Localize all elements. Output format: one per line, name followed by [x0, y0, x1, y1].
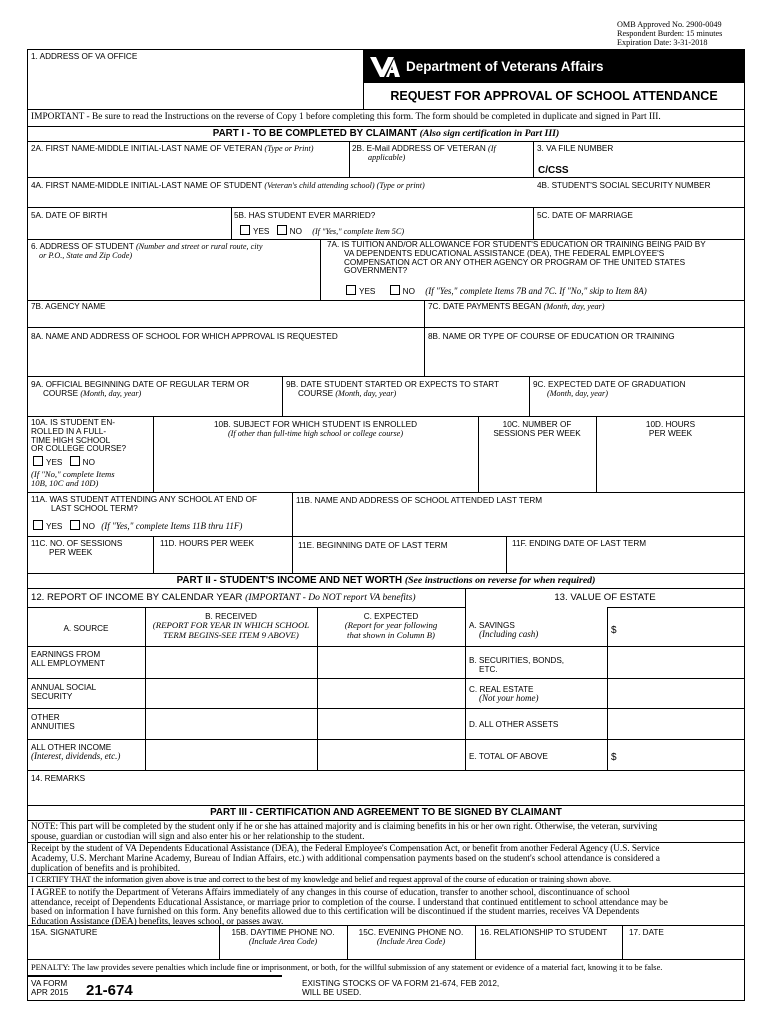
- married-yes-checkbox[interactable]: [240, 225, 250, 235]
- income-row-annuities: OTHER ANNUITIES: [31, 713, 75, 732]
- date-label: 17. DATE: [629, 928, 664, 937]
- student-name-label: 4A. FIRST NAME-MIDDLE INITIAL-LAST NAME OF STUDENT (Veteran's child attending school) (Type or print): [31, 181, 425, 190]
- ever-married-label: 5B. HAS STUDENT EVER MARRIED?: [234, 211, 376, 220]
- tuition-options: YES NO (If "Yes," complete Items 7B and 7C. If "No," skip to Item 8A): [346, 285, 647, 296]
- last-term-no-checkbox[interactable]: [70, 520, 80, 530]
- last-term-end-label: 11F. ENDING DATE OF LAST TERM: [512, 539, 647, 548]
- estate-other-label: D. ALL OTHER ASSETS: [469, 720, 559, 729]
- last-school-label: 11B. NAME AND ADDRESS OF SCHOOL ATTENDED LAST TERM: [296, 496, 543, 505]
- relationship-label: 16. RELATIONSHIP TO STUDENT: [480, 928, 608, 937]
- fulltime-question: 10A. IS STUDENT EN- ROLLED IN A FULL- TIME HIGH SCHOOL OR COLLEGE COURSE?: [31, 418, 127, 454]
- veteran-email-label: 2B. E-Mail ADDRESS OF VETERAN (If applicable): [352, 144, 496, 163]
- date-of-marriage-label: 5C. DATE OF MARRIAGE: [537, 211, 633, 220]
- student-address-label: 6. ADDRESS OF STUDENT (Number and street or rural route, city or P.O., State and Zip Code): [31, 242, 263, 261]
- fulltime-note: (If "No," complete Items 10B, 10C and 10D): [31, 469, 115, 489]
- term-begin-label: 9A. OFFICIAL BEGINNING DATE OF REGULAR TERM OR COURSE (Month, day, year): [31, 380, 250, 399]
- footer-form-number: 21-674: [86, 982, 133, 999]
- subject-label: 10B. SUBJECT FOR WHICH STUDENT IS ENROLLED (If other than full-time high school or college course): [213, 420, 418, 439]
- fulltime-yes-checkbox[interactable]: [33, 456, 43, 466]
- sessions-per-week-label: 10C. NUMBER OF SESSIONS PER WEEK: [493, 420, 581, 439]
- last-sessions-label: 11C. NO. OF SESSIONS PER WEEK: [31, 539, 123, 558]
- income-row-other: ALL OTHER INCOME (Interest, dividends, etc.): [31, 743, 121, 762]
- student-start-label: 9B. DATE STUDENT STARTED OR EXPECTS TO START COURSE (Month, day, year): [286, 380, 500, 399]
- important-notice: IMPORTANT - Be sure to read the Instructions on the reverse of Copy 1 before completing this form. The form should be completed in duplicate and signed in Part III.: [31, 112, 661, 122]
- part3-agree: I AGREE to notify the Department of Veterans Affairs immediately of any changes in this course of education, transfer to another school, discontinuance of school attendance, receipt of Dependents Educational Assistance, or marriage prior to completion of the course. I understand that continued entitlement to school attendance may be based on information I have furnished on this form. Any benefits allowed due to this certification will be discontinued if the student marries, receives VA Dependents Education Assistance (DEA) benefits, leaves school, or passes away.: [31, 887, 668, 926]
- omb-approved: OMB Approved No. 2900-0049: [617, 20, 722, 29]
- income-row-employment: EARNINGS FROM ALL EMPLOYMENT: [31, 650, 105, 669]
- va-file-number-value: C/CSS: [538, 165, 569, 176]
- part1-title: PART I - TO BE COMPLETED BY CLAIMANT (Also sign certification in Part III): [212, 128, 560, 139]
- payments-began-label: 7C. DATE PAYMENTS BEGAN (Month, day, year): [428, 302, 605, 311]
- estate-savings-dollar: $: [611, 625, 617, 636]
- estate-securities-label: B. SECURITIES, BONDS, ETC.: [469, 656, 565, 675]
- estate-real-estate-label: C. REAL ESTATE (Not your home): [469, 685, 539, 704]
- penalty-notice: PENALTY: The law provides severe penalties which include fine or imprisonment, or both, for the willful submission of any statement or evidence of a material fact, knowing it to be false.: [31, 963, 663, 972]
- estate-total-dollar: $: [611, 752, 617, 763]
- daytime-phone-label: 15B. DAYTIME PHONE NO. (Include Area Code): [231, 928, 335, 947]
- last-term-question: 11A. WAS STUDENT ATTENDING ANY SCHOOL AT END OF LAST SCHOOL TERM?: [31, 495, 257, 514]
- last-term-begin-label: 11E. BEGINNING DATE OF LAST TERM: [298, 541, 448, 550]
- evening-phone-label: 15C. EVENING PHONE NO. (Include Area Code): [358, 928, 464, 947]
- va-seal-icon: [368, 53, 402, 79]
- estate-total-label: E. TOTAL OF ABOVE: [469, 752, 548, 761]
- omb-block: [617, 20, 722, 47]
- income-row-social-security: ANNUAL SOCIAL SECURITY: [31, 683, 97, 702]
- student-ssn-label: 4B. STUDENT'S SOCIAL SECURITY NUMBER: [537, 181, 711, 190]
- remarks-label: 14. REMARKS: [31, 774, 86, 783]
- last-term-yes-checkbox[interactable]: [33, 520, 43, 530]
- part3-certify: I CERTIFY THAT the information given above is true and correct to the best of my knowledge and belief and request approval of the course of education or training shown above.: [31, 875, 611, 884]
- col-expected-label: C. EXPECTED (Report for year following that shown in Column B): [344, 612, 438, 640]
- va-file-number-label: 3. VA FILE NUMBER: [537, 144, 614, 153]
- part3-receipt: Receipt by the student of VA Dependents Educational Assistance (DEA), the Federal Employee's Compensation Act, or benefit from another Federal Agency (U.S. Service Academy, U.S. Merchant Marine Academy, Bureau of Indian Affairs, etc.) with additional compensation payments based on the student's school attendance is considered a duplication of benefits and is prohibited.: [31, 843, 660, 873]
- part2-title: PART II - STUDENT'S INCOME AND NET WORTH (See instructions on reverse for when required): [176, 575, 596, 586]
- signature-label: 15A. SIGNATURE: [31, 928, 98, 937]
- ever-married-options: YES NO (If "Yes," complete Item 5C): [240, 225, 404, 236]
- last-hours-label: 11D. HOURS PER WEEK: [160, 539, 255, 548]
- veteran-name-label: 2A. FIRST NAME-MIDDLE INITIAL-LAST NAME OF VETERAN (Type or Print): [31, 144, 314, 153]
- part3-note: NOTE: This part will be completed by the student only if he or she has attained majority and is claiming benefits in his or her own right. Otherwise, the veteran, surviving spouse, guardian or custodian will sign and also enter his or her relationship to the student.: [31, 821, 658, 841]
- married-no-checkbox[interactable]: [277, 225, 287, 235]
- tuition-question: 7A. IS TUITION AND/OR ALLOWANCE FOR STUDENT'S EDUCATION OR TRAINING BEING PAID BY VA DEPENDENTS EDUCATIONAL ASSISTANCE (DEA), THE FEDERAL EMPLOYEE'S COMPENSATION ACT OR ANY OTHER AGENCY OR PROGRAM OF THE UNITED STATES GOVERNMENT?: [327, 240, 706, 276]
- part3-title: PART III - CERTIFICATION AND AGREEMENT TO BE SIGNED BY CLAIMANT: [210, 807, 562, 818]
- school-name-label: 8A. NAME AND ADDRESS OF SCHOOL FOR WHICH APPROVAL IS REQUESTED: [31, 332, 338, 341]
- income-report-label: 12. REPORT OF INCOME BY CALENDAR YEAR (IMPORTANT - Do NOT report VA benefits): [31, 592, 416, 603]
- estate-savings-label: A. SAVINGS (Including cash): [469, 621, 539, 640]
- agency-name-label: 7B. AGENCY NAME: [31, 302, 106, 311]
- col-source-label: A. SOURCE: [63, 624, 109, 633]
- fulltime-options: YES NO: [33, 456, 95, 467]
- address-of-va-office-label: 1. ADDRESS OF VA OFFICE: [31, 52, 138, 61]
- course-name-label: 8B. NAME OR TYPE OF COURSE OF EDUCATION OR TRAINING: [428, 332, 675, 341]
- last-term-options: YES NO (If "Yes," complete Items 11B thru 11F): [33, 520, 242, 531]
- omb-expiration: Expiration Date: 3-31-2018: [617, 38, 708, 47]
- form-title: REQUEST FOR APPROVAL OF SCHOOL ATTENDANCE: [390, 89, 718, 103]
- date-of-birth-label: 5A. DATE OF BIRTH: [31, 211, 108, 220]
- department-name: Department of Veterans Affairs: [406, 59, 604, 74]
- hours-per-week-label: 10D. HOURS PER WEEK: [645, 420, 696, 439]
- footer-va-form: VA FORM APR 2015: [31, 979, 69, 998]
- omb-burden: Respondent Burden: 15 minutes: [617, 29, 723, 38]
- tuition-yes-checkbox[interactable]: [346, 285, 356, 295]
- col-received-label: B. RECEIVED (REPORT FOR YEAR IN WHICH SCHOOL TERM BEGINS-SEE ITEM 9 ABOVE): [152, 612, 310, 640]
- estate-value-label: 13. VALUE OF ESTATE: [554, 592, 656, 603]
- graduation-date-label: 9C. EXPECTED DATE OF GRADUATION (Month, day, year): [533, 380, 686, 399]
- footer-existing-stocks: EXISTING STOCKS OF VA FORM 21-674, FEB 2012, WILL BE USED.: [302, 979, 500, 998]
- tuition-no-checkbox[interactable]: [390, 285, 400, 295]
- fulltime-no-checkbox[interactable]: [70, 456, 80, 466]
